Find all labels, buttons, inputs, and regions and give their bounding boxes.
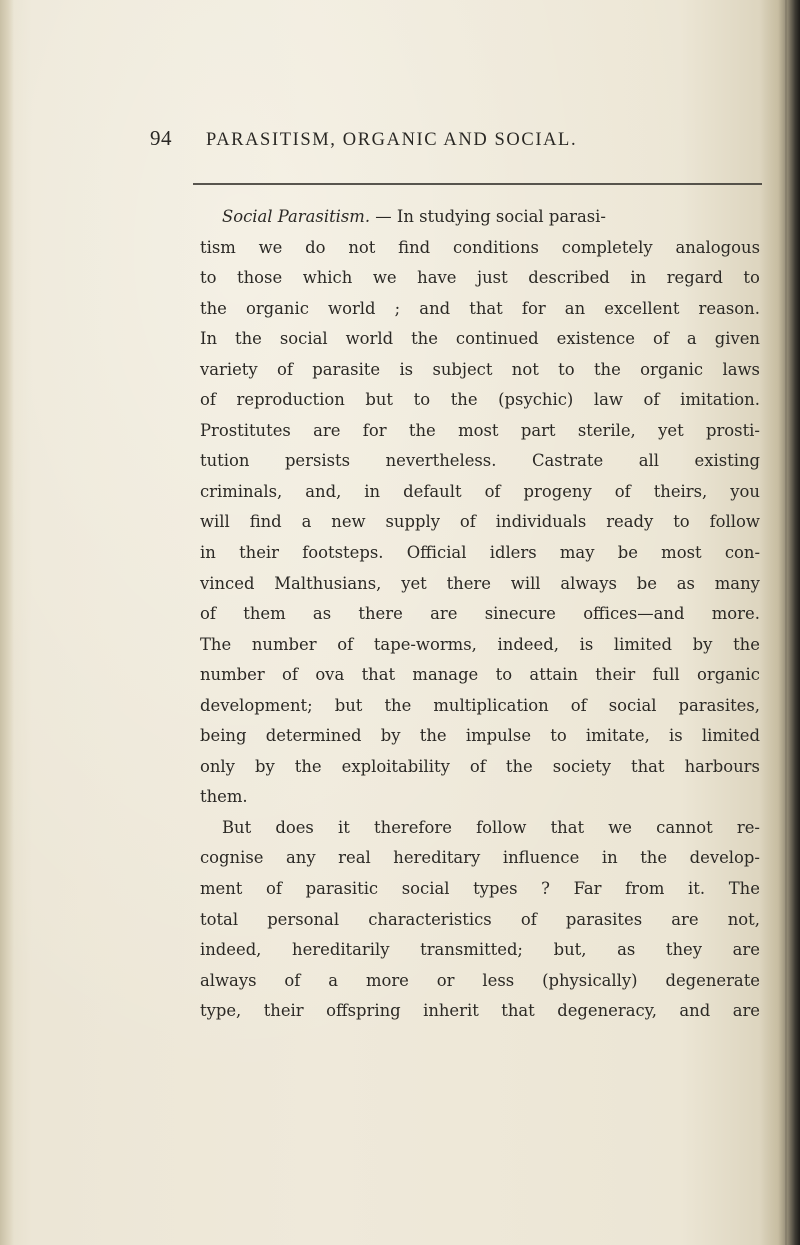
word: is	[399, 359, 414, 379]
word: are	[732, 1001, 760, 1021]
word: and	[679, 1001, 711, 1021]
word: number	[200, 665, 265, 685]
word: real	[338, 848, 371, 868]
word: of	[614, 481, 631, 501]
word: nevertheless.	[385, 451, 497, 471]
section-title: Social Parasitism.	[222, 207, 371, 226]
word: of	[643, 390, 660, 410]
word: social	[608, 695, 657, 715]
word: to	[200, 268, 217, 288]
word: conditions	[452, 237, 539, 257]
word: that	[631, 756, 665, 776]
text-line	[200, 416, 760, 447]
word: find	[249, 512, 282, 532]
word: are	[430, 604, 458, 624]
word: cognise	[200, 848, 264, 868]
word: variety	[200, 359, 258, 379]
word: indeed,	[497, 634, 559, 654]
word: the	[419, 726, 447, 746]
word: it	[338, 817, 350, 837]
text-line	[200, 324, 760, 355]
word: of	[652, 329, 669, 349]
word: not	[348, 237, 376, 257]
word: footsteps.	[302, 543, 384, 563]
text-line	[200, 446, 760, 477]
word: law	[593, 390, 623, 410]
word: the	[593, 359, 621, 379]
word: are	[732, 940, 760, 960]
word: multiplication	[433, 695, 549, 715]
text-line	[200, 477, 760, 508]
word: tape-worms,	[373, 634, 477, 654]
word: full	[652, 665, 680, 685]
word: only	[200, 756, 235, 776]
word: reproduction	[236, 390, 345, 410]
word: type,	[200, 1001, 242, 1021]
word: Castrate	[531, 451, 604, 471]
text-line	[200, 691, 760, 722]
word: to	[743, 268, 760, 288]
text-line	[200, 813, 760, 844]
word: parasitic	[305, 879, 379, 899]
word: have	[417, 268, 457, 288]
word: but	[365, 390, 394, 410]
text-line	[200, 905, 760, 936]
word: of	[459, 512, 476, 532]
word: many	[714, 573, 760, 593]
word: subject	[432, 359, 493, 379]
word: and	[419, 298, 451, 318]
word: exploitability	[341, 756, 450, 776]
text-line	[200, 202, 760, 233]
word: regard	[666, 268, 723, 288]
word: develop-	[689, 848, 760, 868]
word: do	[305, 237, 326, 257]
word: analogous	[675, 237, 760, 257]
word: imitate,	[585, 726, 650, 746]
word: ?	[541, 879, 550, 899]
word: as	[312, 604, 332, 624]
word: by	[380, 726, 401, 746]
word: they	[665, 940, 702, 960]
word: hereditarily	[292, 940, 390, 960]
word: ova	[315, 665, 345, 685]
word: not	[511, 359, 539, 379]
word: from	[625, 879, 665, 899]
word: world	[345, 329, 394, 349]
word: of	[277, 359, 293, 379]
word: excellent	[604, 298, 680, 318]
word: society	[552, 756, 611, 776]
word: all	[638, 451, 659, 471]
word: con-	[724, 543, 760, 563]
word: are	[313, 420, 341, 440]
running-title: PARASITISM, ORGANIC AND SOCIAL.	[206, 130, 578, 150]
word: in	[630, 268, 647, 288]
word: of	[284, 970, 301, 990]
word: (psychic)	[498, 390, 574, 410]
word: organic	[697, 665, 760, 685]
word: In	[200, 329, 218, 349]
word: follow	[476, 817, 527, 837]
word: as	[617, 940, 636, 960]
word: determined	[265, 726, 362, 746]
word: development;	[200, 695, 313, 715]
word: tism	[200, 237, 236, 257]
word: more	[365, 970, 409, 990]
text-line	[200, 935, 760, 966]
word: and,	[305, 481, 342, 501]
word: Official	[406, 543, 467, 563]
text-line	[200, 599, 760, 630]
word: degeneracy,	[557, 1001, 657, 1021]
word: the	[200, 298, 227, 318]
word: of	[337, 634, 354, 654]
word: indeed,	[200, 940, 262, 960]
word: persists	[284, 451, 351, 471]
word: new	[331, 512, 366, 532]
word: default	[403, 481, 462, 501]
word: given	[714, 329, 760, 349]
word: being	[200, 726, 247, 746]
word: for	[362, 420, 387, 440]
word: there	[358, 604, 403, 624]
word: of	[282, 665, 298, 685]
word: parasites	[565, 909, 643, 929]
word: the	[294, 756, 322, 776]
page-gutter-line	[785, 0, 787, 1245]
text-line	[200, 507, 760, 538]
word: any	[286, 848, 316, 868]
word: theirs,	[653, 481, 708, 501]
text-line	[200, 843, 760, 874]
text-line	[200, 385, 760, 416]
word: continued	[455, 329, 539, 349]
word: that	[361, 665, 396, 685]
word: less	[482, 970, 515, 990]
word: supply	[385, 512, 440, 532]
text-line: them.	[200, 787, 248, 807]
word: number	[251, 634, 317, 654]
word: existence	[556, 329, 635, 349]
word: but,	[553, 940, 587, 960]
word: find	[398, 237, 431, 257]
text-line	[200, 233, 760, 264]
word: is	[669, 726, 683, 746]
word: or	[436, 970, 455, 990]
page-left-edge	[0, 0, 14, 1245]
word: in	[200, 543, 216, 563]
word: existing	[694, 451, 760, 471]
text-line	[200, 263, 760, 294]
body-text	[200, 202, 760, 1027]
word: prosti-	[705, 420, 760, 440]
word: to	[495, 665, 513, 685]
word: a	[686, 329, 697, 349]
word: (physically)	[542, 970, 638, 990]
word: most	[458, 420, 499, 440]
word: tution	[200, 451, 250, 471]
word: laws	[722, 359, 760, 379]
word: you	[730, 481, 760, 501]
word: there	[446, 573, 491, 593]
word: organic	[245, 298, 309, 318]
section-title-continuation: — In studying social parasi-	[375, 207, 606, 226]
word: degenerate	[665, 970, 760, 990]
word: criminals,	[200, 481, 283, 501]
text-line	[200, 721, 760, 752]
word: we	[608, 817, 632, 837]
word: world	[328, 298, 376, 318]
word: does	[275, 817, 314, 837]
word: of	[200, 390, 216, 410]
word: are	[671, 909, 699, 929]
word: cannot	[656, 817, 713, 837]
word: hereditary	[393, 848, 481, 868]
word: those	[237, 268, 283, 288]
word: offspring	[326, 1001, 401, 1021]
word: idlers	[489, 543, 537, 563]
word: by	[692, 634, 713, 654]
word: may	[559, 543, 595, 563]
word: types	[473, 879, 518, 899]
word: of	[200, 604, 216, 624]
word: most	[661, 543, 702, 563]
word: the	[640, 848, 668, 868]
word: transmitted;	[420, 940, 523, 960]
word: individuals	[495, 512, 587, 532]
word: them	[243, 604, 286, 624]
word: of	[570, 695, 587, 715]
word: ;	[394, 298, 401, 318]
word: is	[579, 634, 594, 654]
word: But	[222, 817, 252, 837]
text-line	[200, 660, 760, 691]
word: their	[239, 543, 279, 563]
word: to	[558, 359, 575, 379]
word: but	[334, 695, 363, 715]
word: by	[254, 756, 275, 776]
word: Far	[573, 879, 602, 899]
word: will	[200, 512, 230, 532]
word: sinecure	[484, 604, 556, 624]
word: for	[521, 298, 546, 318]
word: to	[550, 726, 567, 746]
text-line	[200, 538, 760, 569]
word: impulse	[465, 726, 532, 746]
word: which	[302, 268, 353, 288]
text-line	[200, 569, 760, 600]
word: that	[469, 298, 503, 318]
word: not,	[727, 909, 760, 929]
word: to	[413, 390, 431, 410]
word: we	[372, 268, 397, 288]
word: offices—and	[583, 604, 685, 624]
word: follow	[709, 512, 760, 532]
header-rule	[193, 183, 762, 185]
word: described	[528, 268, 610, 288]
word: of	[469, 756, 486, 776]
word: completely	[561, 237, 653, 257]
word: be	[636, 573, 657, 593]
word: imitation.	[680, 390, 760, 410]
word: limited	[701, 726, 760, 746]
page-number: 94	[150, 126, 172, 150]
word: to	[673, 512, 690, 532]
word: manage	[412, 665, 479, 685]
word: Prostitutes	[200, 420, 291, 440]
word: ment	[200, 879, 243, 899]
word: that	[501, 1001, 535, 1021]
word: therefore	[374, 817, 452, 837]
text-line	[200, 355, 760, 386]
word: inherit	[423, 1001, 479, 1021]
word: social	[401, 879, 450, 899]
word: the	[450, 390, 478, 410]
word: will	[510, 573, 541, 593]
word: their	[263, 1001, 304, 1021]
word: always	[200, 970, 257, 990]
word: the	[235, 329, 262, 349]
word: more.	[711, 604, 760, 624]
word: their	[595, 665, 636, 685]
word: influence	[502, 848, 580, 868]
word: the	[384, 695, 412, 715]
word: parasite	[312, 359, 381, 379]
word: social	[279, 329, 328, 349]
word: in	[364, 481, 381, 501]
word: of	[484, 481, 501, 501]
word: personal	[267, 909, 340, 929]
word: yet	[658, 420, 684, 440]
word: as	[676, 573, 695, 593]
word: The	[728, 879, 760, 899]
word: progeny	[523, 481, 592, 501]
word: total	[200, 909, 239, 929]
word: an	[564, 298, 586, 318]
word: a	[328, 970, 339, 990]
word: attain	[529, 665, 578, 685]
text-line	[200, 294, 760, 325]
word: be	[617, 543, 638, 563]
text-line	[200, 630, 760, 661]
word: a	[301, 512, 312, 532]
word: sterile,	[577, 420, 636, 440]
word: of	[520, 909, 537, 929]
word: we	[258, 237, 283, 257]
page-right-edge-shadow	[760, 0, 800, 1245]
word: yet	[401, 573, 427, 593]
word: always	[560, 573, 617, 593]
word: it.	[688, 879, 706, 899]
text-line	[200, 966, 760, 997]
word: the	[411, 329, 438, 349]
word: harbours	[684, 756, 760, 776]
text-line	[200, 996, 760, 1027]
text-line	[200, 752, 760, 783]
word: the	[733, 634, 760, 654]
word: Malthusians,	[274, 573, 382, 593]
word: vinced	[200, 573, 255, 593]
word: just	[477, 268, 508, 288]
word: organic	[640, 359, 704, 379]
word: characteristics	[368, 909, 492, 929]
word: ready	[606, 512, 654, 532]
word: The	[200, 634, 232, 654]
word: re-	[736, 817, 760, 837]
word: the	[408, 420, 436, 440]
word: the	[505, 756, 533, 776]
word: that	[550, 817, 585, 837]
word: limited	[613, 634, 672, 654]
word: parasites,	[678, 695, 760, 715]
word: part	[520, 420, 556, 440]
word: of	[266, 879, 282, 899]
word: in	[601, 848, 618, 868]
text-line	[200, 874, 760, 905]
word: reason.	[698, 298, 760, 318]
